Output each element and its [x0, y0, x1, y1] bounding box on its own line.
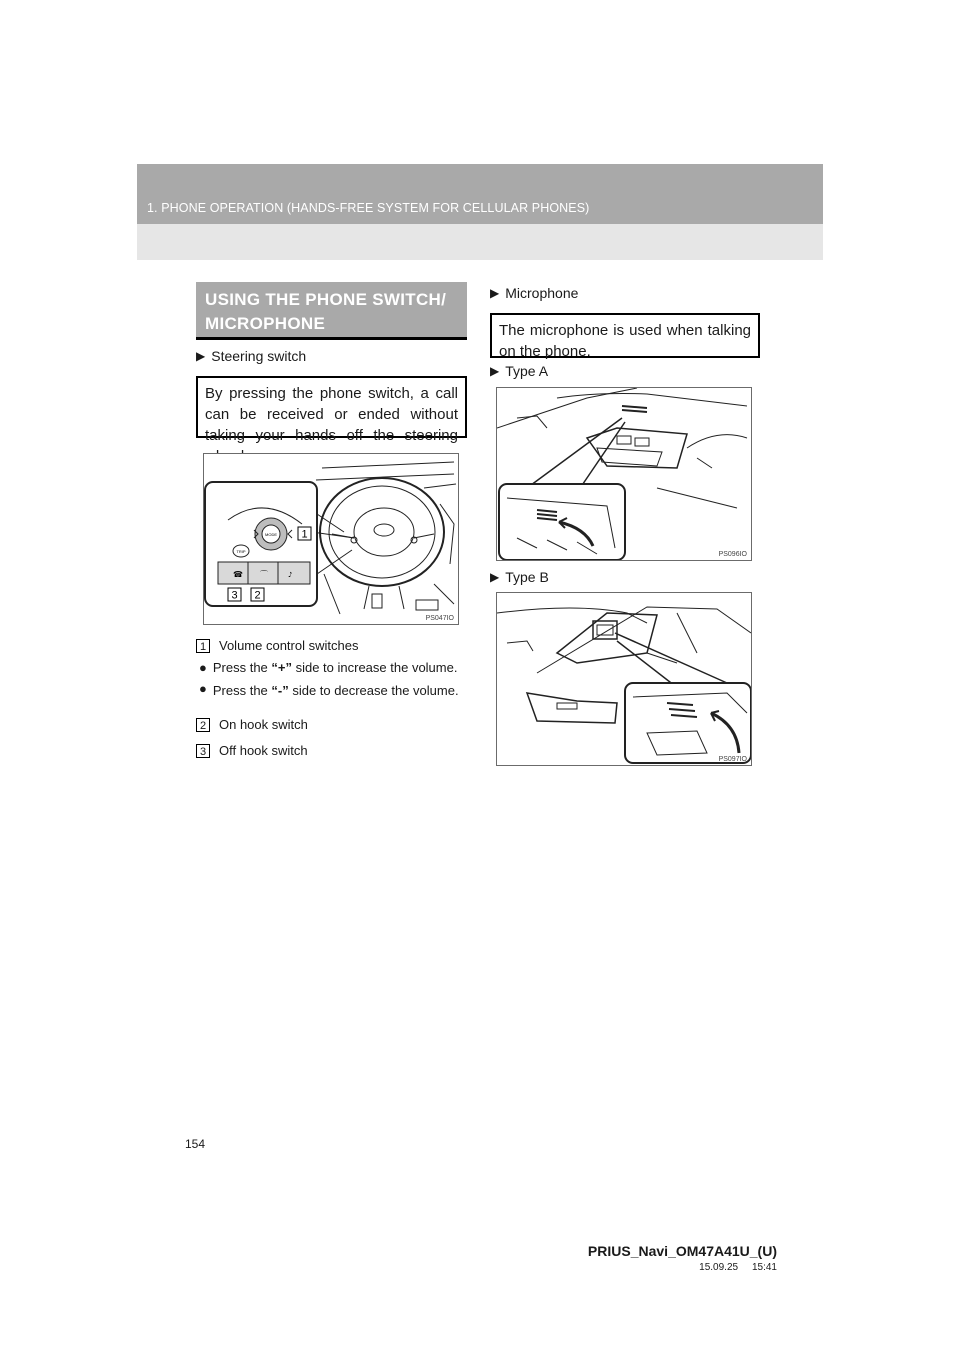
item-off-hook [196, 743, 308, 758]
type-a-label: Type A [505, 363, 549, 379]
section-heading-line1: USING THE PHONE SWITCH/ [205, 290, 447, 309]
section-heading-line2: MICROPHONE [205, 314, 326, 333]
steering-switch-subheading [196, 348, 306, 364]
type-a-subheading [490, 363, 548, 379]
type-b-figure [496, 592, 752, 766]
chapter-title: 1. PHONE OPERATION (HANDS-FREE SYSTEM FOR CELLULAR PHONES) [147, 201, 590, 215]
triangle-right-icon: ▶ [490, 364, 500, 378]
callout-3: 3 [231, 589, 238, 602]
header-band [137, 164, 823, 224]
page-number: 154 [185, 1137, 206, 1151]
type-b-subheading [490, 569, 549, 585]
steering-switch-label: Steering switch [211, 348, 307, 364]
item-number-1: 1 [196, 639, 210, 653]
microphone-intro-box: The microphone is used when talking on the phone. [490, 313, 760, 358]
bullet-decrease-text: Press the [212, 683, 272, 698]
overhead-console-illustration-b [497, 593, 752, 766]
item-label-3: Off hook switch [219, 743, 308, 758]
microphone-subheading [490, 285, 578, 301]
bullet-dot-icon: ● [199, 660, 207, 675]
overhead-console-illustration-a [497, 388, 752, 561]
item-label-2: On hook switch [219, 717, 308, 732]
bullet-increase-suffix: side to increase the volume. [291, 660, 458, 675]
bullet-decrease-key: “-” [271, 683, 289, 698]
document-timestamp: 15.09.25 15:41 [699, 1262, 777, 1273]
intro-box: By pressing the phone switch, a call can be received or ended without taking your hands off the steering [196, 376, 467, 438]
bullet-decrease-suffix: side to decrease the volume. [288, 683, 459, 698]
callout-1: 1 [301, 528, 308, 541]
item-label-1: Volume control switches [219, 638, 359, 653]
document-id: PRIUS_Navi_OM47A41U_(U) [587, 1243, 777, 1259]
svg-text:⌒: ⌒ [260, 570, 268, 579]
header-subband [137, 224, 823, 260]
bullet-decrease [199, 681, 467, 701]
type-a-figure [496, 387, 752, 561]
bullet-dot-icon: ● [199, 681, 207, 696]
steering-switch-figure [203, 453, 459, 625]
microphone-label: Microphone [505, 285, 579, 301]
section-heading [196, 282, 467, 340]
bullet-increase [199, 660, 469, 675]
type-a-figure-code: PS096IO [718, 551, 747, 558]
mode-button-label: MODE [265, 532, 277, 537]
item-number-2: 2 [196, 718, 210, 732]
item-volume-control [196, 638, 358, 653]
steering-wheel-illustration [204, 454, 459, 625]
triangle-right-icon: ▶ [196, 349, 206, 363]
item-number-3: 3 [196, 744, 210, 758]
triangle-right-icon: ▶ [490, 286, 500, 300]
figure-code: PS047IO [425, 615, 454, 622]
bullet-increase-key: “+” [271, 660, 292, 675]
svg-text:☎: ☎ [233, 570, 243, 579]
triangle-right-icon: ▶ [490, 570, 500, 584]
svg-text:♪: ♪ [288, 571, 293, 579]
type-b-figure-code: PS097IO [718, 756, 747, 763]
bullet-increase-text: Press the [212, 660, 272, 675]
callout-2: 2 [254, 589, 261, 602]
trip-button-label: TRIP [236, 549, 246, 554]
type-b-label: Type B [505, 569, 549, 585]
item-on-hook [196, 717, 308, 732]
